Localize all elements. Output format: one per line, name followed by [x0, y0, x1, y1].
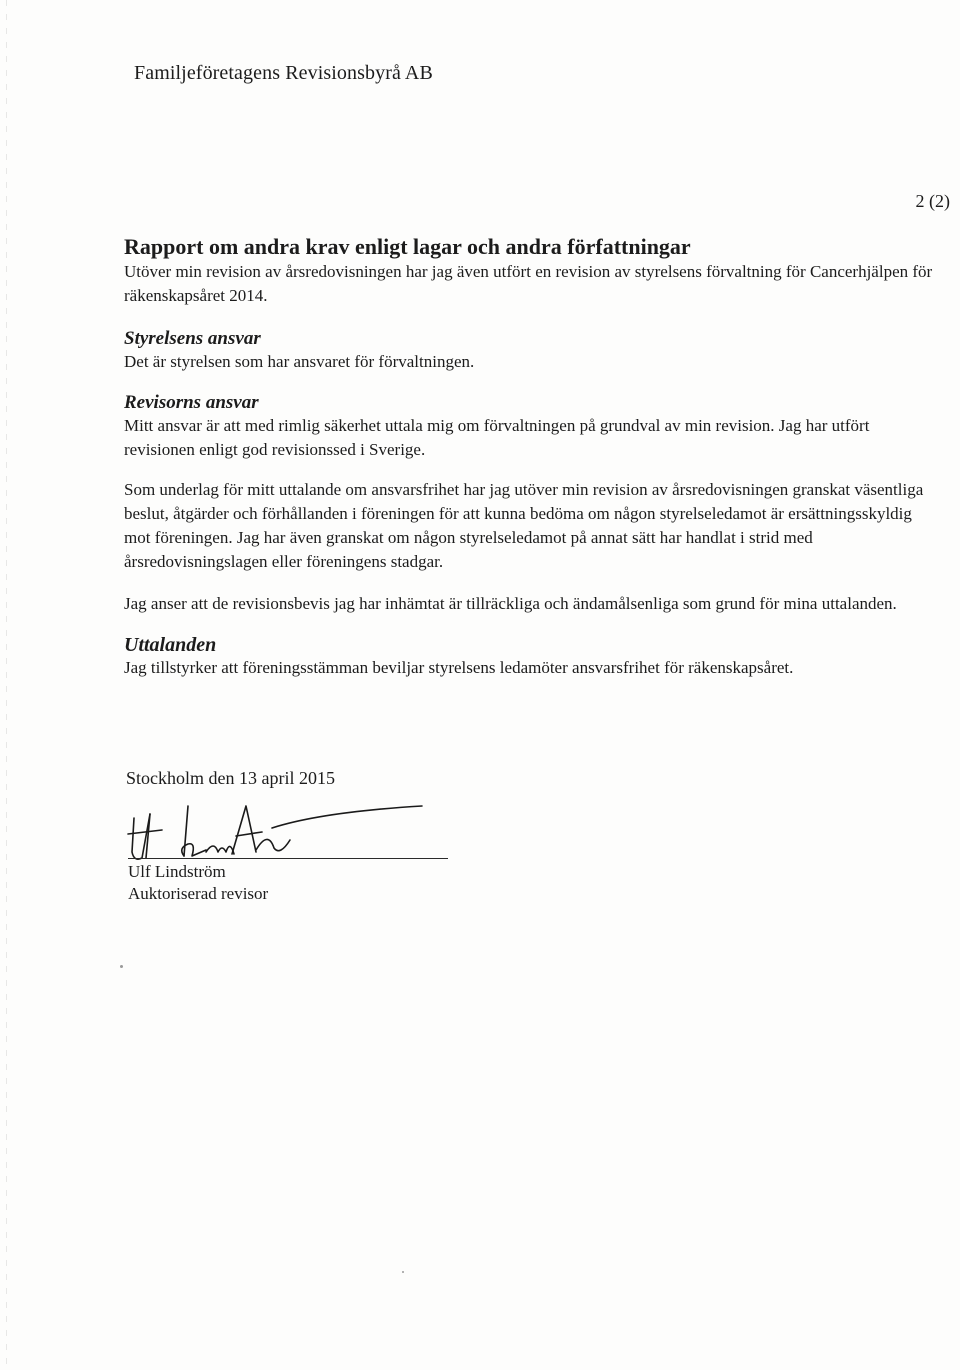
scan-speck	[120, 965, 123, 968]
revisorns-heading: Revisorns ansvar	[124, 392, 259, 413]
place-date: Stockholm den 13 april 2015	[126, 768, 335, 788]
intro-paragraph: Utöver min revision av årsredovisningen har jag även utfört en revision av styrelsens förvaltning för Cancerhjälpen för räkenskapsåret 2014.	[124, 262, 933, 305]
scan-speck	[402, 1271, 404, 1273]
signature-line	[128, 858, 448, 859]
handwritten-signature	[122, 800, 452, 870]
revisorns-paragraph: Mitt ansvar är att med rimlig säkerhet uttala mig om förvaltningen på grundval av min revision. Jag har utfört revisionen enligt god revisionssed i Sverige.	[124, 416, 870, 459]
company-name: Familjeföretagens Revisionsbyrå AB	[134, 62, 433, 84]
anser-paragraph: Jag anser att de revisionsbevis jag har inhämtat är tillräckliga och ändamålsenliga som grund för mina uttalanden.	[124, 594, 897, 613]
signer-title: Auktoriserad revisor	[128, 884, 269, 903]
uttalanden-heading: Uttalanden	[124, 634, 217, 656]
report-title: Rapport om andra krav enligt lagar och andra författningar	[124, 234, 691, 259]
section-styrelsens-ansvar	[124, 328, 934, 374]
signer-name: Ulf Lindström	[128, 862, 226, 881]
section-uttalanden	[124, 634, 934, 680]
styrelsens-paragraph: Det är styrelsen som har ansvaret för förvaltningen.	[124, 352, 475, 371]
underlag-paragraph: Som underlag för mitt uttalande om ansvarsfrihet har jag utöver min revision av årsredovisningen granskat väsentliga beslut, åtgärder och förhållanden i föreningen för att kunna bedöma om någon styrelseledamot är ersättningsskyldig mot föreningen. Jag har även granskat om någon styrelseledamot på annat sätt har handlat i strid med årsredovisningslagen eller föreningens stadgar.	[124, 480, 924, 571]
scan-edge-artifact	[6, 0, 7, 1370]
section-revisorns-ansvar	[124, 392, 934, 616]
page-number: 2 (2)	[915, 191, 950, 211]
uttalanden-paragraph: Jag tillstyrker att föreningsstämman beviljar styrelsens ledamöter ansvarsfrihet för räkenskapsåret.	[124, 658, 794, 677]
report-body	[124, 234, 934, 680]
styrelsens-heading: Styrelsens ansvar	[124, 328, 261, 349]
